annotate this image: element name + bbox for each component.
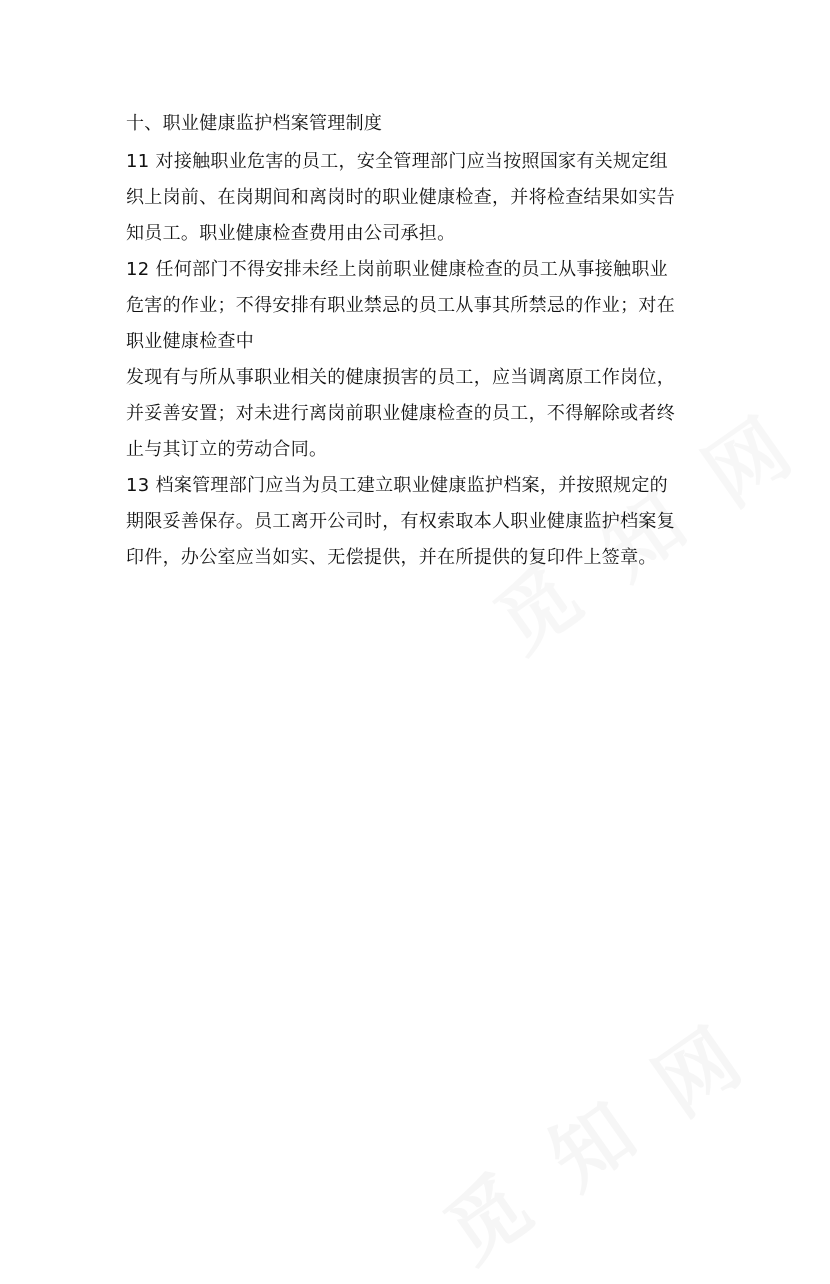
text-line: 织上岗前、在岗期间和离岗时的职业健康检查，并将检查结果如实告 <box>126 187 675 208</box>
text-line: 发现有与所从事职业相关的健康损害的员工，应当调离原工作岗位， <box>126 367 675 388</box>
text-line: 危害的作业；不得安排有职业禁忌的员工从事其所禁忌的作业；对在 <box>126 295 675 316</box>
paragraph-13 <box>126 468 726 576</box>
text-line: 13 档案管理部门应当为员工建立职业健康监护档案，并按照规定的 <box>126 475 668 496</box>
text-line: 印件，办公室应当如实、无偿提供，并在所提供的复印件上签章。 <box>126 547 657 568</box>
text-line: 职业健康检查中 <box>126 331 255 352</box>
text-line: 期限妥善保存。员工离开公司时，有权索取本人职业健康监护档案复 <box>126 511 675 532</box>
watermark <box>418 991 767 1283</box>
paragraph-11 <box>126 144 726 252</box>
text-line: 并妥善安置；对未进行离岗前职业健康检查的员工，不得解除或者终 <box>126 403 675 424</box>
paragraph-12-continued <box>126 360 726 468</box>
text-line: 11 对接触职业危害的员工，安全管理部门应当按照国家有关规定组 <box>126 151 668 172</box>
paragraph-12 <box>126 252 726 360</box>
text-line: 止与其订立的劳动合同。 <box>126 439 328 460</box>
text-line: 知员工。职业健康检查费用由公司承担。 <box>126 223 456 244</box>
text-line: 12 任何部门不得安排未经上岗前职业健康检查的员工从事接触职业 <box>126 259 668 280</box>
document-body <box>126 106 726 576</box>
section-heading: 十、职业健康监护档案管理制度 <box>126 113 383 134</box>
